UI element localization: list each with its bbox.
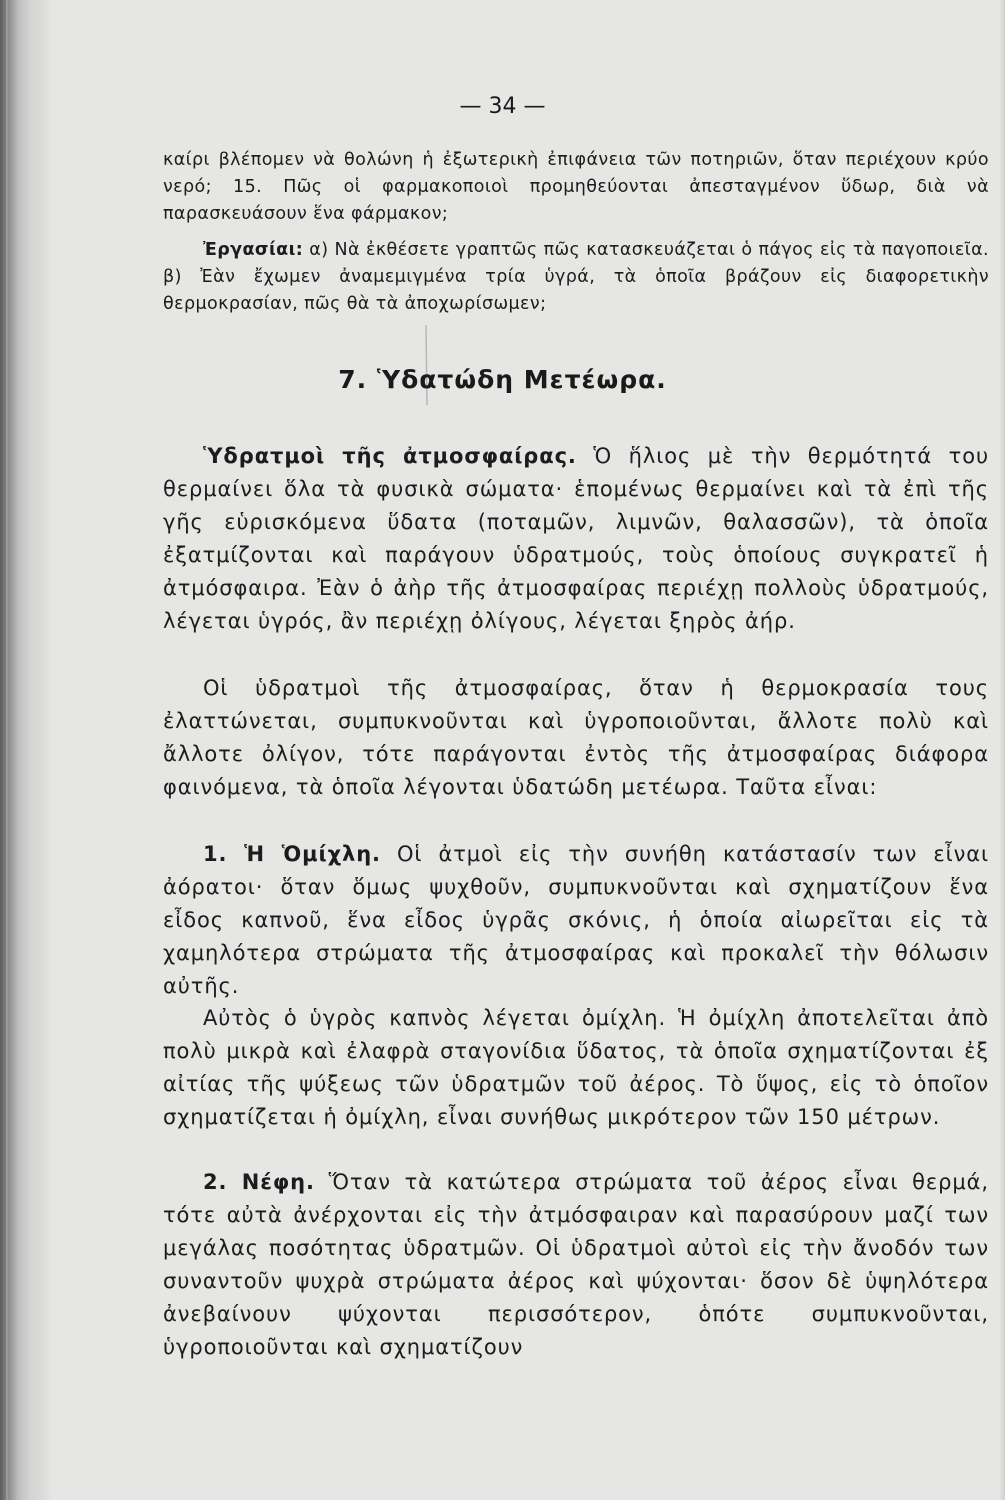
page-edge [999,0,1005,1500]
fog-paragraph [163,838,989,1003]
meteors-paragraph [163,672,989,804]
clouds-text: Ὅταν τὰ κατώτερα στρώματα τοῦ ἀέρος εἶναι θερμά, τότε αὐτὰ ἀνέρχονται εἰς τὴν ἀτμόσφαιραν καὶ παρασύρουν μαζί των μεγάλας ποσότητας ὑδρατμῶν. Οἱ ὑδρατμοὶ αὐτοὶ εἰς τὴν ἄνοδόν των συναντοῦν ψυχρὰ στρώματα ἀέρος καὶ ψύχονται· ὅσον δὲ ὑψηλότερα ἀνεβαίνουν ψύχονται περισσότερον, ὁπότε συμπυκνοῦνται, ὑγροποιοῦνται καὶ σχηματίζουν [163,1170,989,1359]
clouds-paragraph [163,1166,989,1364]
book-binding [0,0,52,1500]
fog-label: 1. Ἡ Ὁμίχλη. [203,842,381,866]
fog-details-paragraph [163,1002,989,1134]
exercises-text: α) Νὰ ἐκθέσετε γραπτῶς πῶς κατασκευάζεται ὁ πάγος εἰς τὰ παγοποιεῖα. β) Ἐὰν ἔχωμεν ἀναμεμιγμένα τρία ὑγρά, τὰ ὁποῖα βράζουν εἰς διαφορετικὴν θερμοκρασίαν, πῶς θὰ τὰ ἀποχωρίσωμεν; [163,240,989,314]
humidity-text: Ὁ ἥλιος μὲ τὴν θερμότητά του θερμαίνει ὅλα τὰ φυσικὰ σώματα· ἑπομένως θερμαίνει καὶ τὰ ἐπὶ τῆς γῆς εὑρισκόμενα ὕδατα (ποταμῶν, λιμνῶν, θαλασσῶν), τὰ ὁποῖα ἐξατμίζονται καὶ παράγουν ὑδρατμούς, τοὺς ὁποίους συγκρατεῖ ἡ ἀτμόσφαιρα. Ἐὰν ὁ ἀὴρ τῆς ἀτμοσφαίρας περιέχῃ πολλοὺς ὑδρατμούς, λέγεται ὑγρός, ἂν περιέχῃ ὀλίγους, λέγεται ξηρὸς ἀήρ. [163,444,989,633]
exercises-label: Ἐργασίαι: [203,240,304,260]
intro-paragraph: καίρι βλέπομεν νὰ θολώνη ἡ ἐξωτερικὴ ἐπιφάνεια τῶν ποτηριῶν, ὅταν περιέχουν κρύο νερό; 15. Πῶς οἱ φαρμακοποιοὶ προμηθεύονται ἀπεσταγμένον ὕδωρ, διὰ νὰ παρασκευάσουν ἕνα φάρμακον; [163,150,989,224]
meteors-text: Οἱ ὑδρατμοὶ τῆς ἀτμοσφαίρας, ὅταν ἡ θερμοκρασία τους ἐλαττώνεται, συμπυκνοῦνται καὶ ὑγροποιοῦνται, ἄλλοτε πολὺ καὶ ἄλλοτε ὀλίγον, τότε παράγονται ἐντὸς τῆς ἀτμοσφαίρας διάφορα φαινόμενα, τὰ ὁποῖα λέγονται ὑδατώδη μετέωρα. Ταῦτα εἶναι: [163,676,989,799]
humidity-paragraph [163,440,989,638]
clouds-label: 2. Νέφη. [203,1170,315,1194]
fog-details-text: Αὐτὸς ὁ ὑγρὸς καπνὸς λέγεται ὀμίχλη. Ἡ ὀμίχλη ἀποτελεῖται ἀπὸ πολὺ μικρὰ καὶ ἐλαφρὰ σταγονίδια ὕδατος, τὰ ὁποῖα σχηματίζονται ἐξ αἰτίας τῆς ψύξεως τῶν ὑδρατμῶν τοῦ ἀέρος. Τὸ ὕψος, εἰς τὸ ὁποῖον σχηματίζεται ἡ ὀμίχλη, εἶναι συνήθως μικρότερον τῶν 150 μέτρων. [163,1006,989,1129]
exercises-paragraph [163,237,989,318]
section-heading: 7. Ὑδατώδη Μετέωρα. [338,365,667,394]
page-number: — 34 — [459,94,546,119]
fog-text: Οἱ ἀτμοὶ εἰς τὴν συνήθη κατάστασίν των εἶναι ἀόρατοι· ὅταν ὅμως ψυχθοῦν, συμπυκνοῦνται καὶ σχηματίζουν ἕνα εἶδος καπνοῦ, ἕνα εἶδος ὑγρᾶς σκόνις, ἡ ὁποία αἰωρεῖται εἰς τὰ χαμηλότερα στρώματα τῆς ἀτμοσφαίρας καὶ προκαλεῖ τὴν θόλωσιν αὐτῆς. [163,842,989,998]
humidity-label: Ὑδρατμοὶ τῆς ἀτμοσφαίρας. [203,444,577,468]
